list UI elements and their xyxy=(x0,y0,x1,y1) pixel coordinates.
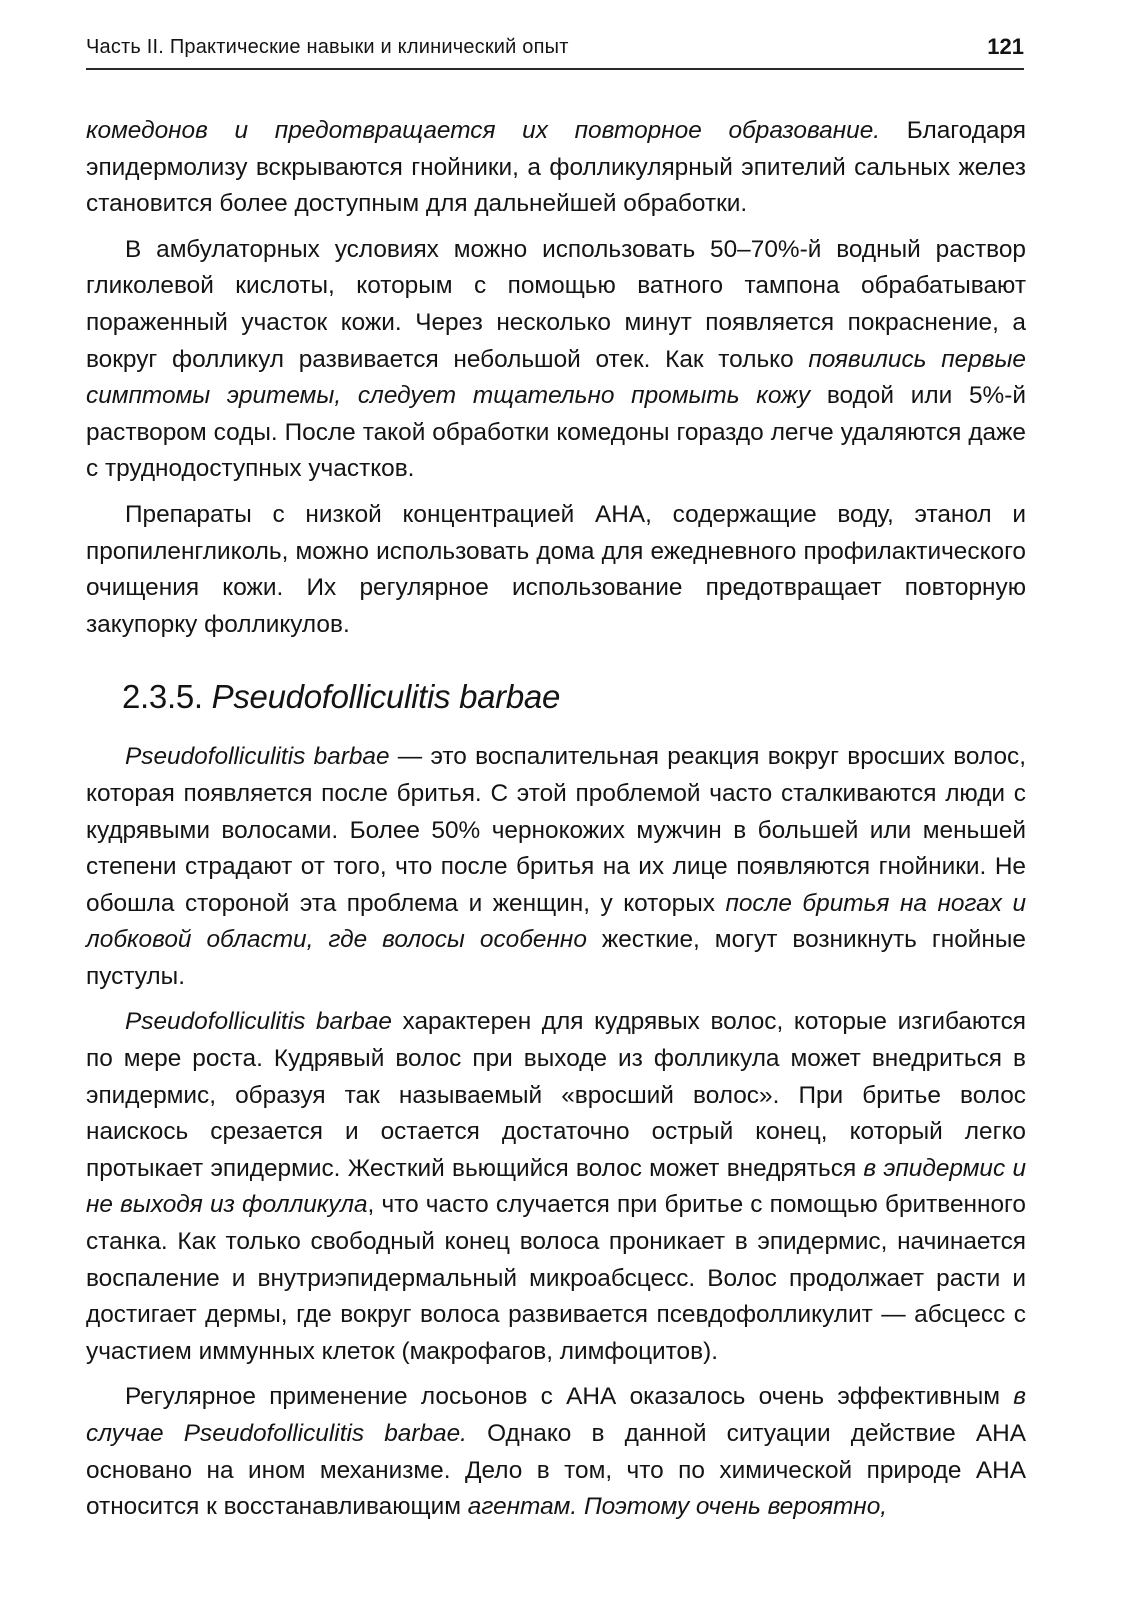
section-paragraph-3-text-a: Регулярное применение лосьонов с АНА оказалось очень эффективным xyxy=(125,1383,1014,1411)
section-paragraph-3-italic-b: в случае xyxy=(86,1383,1026,1447)
section-paragraph-3-italic-d: агентам. Поэтому очень вероятно, xyxy=(467,1493,888,1521)
section-heading xyxy=(122,677,1026,717)
page-number: 121 xyxy=(987,34,1024,59)
running-title: Часть II. Практические навыки и клинический опыт xyxy=(86,36,569,58)
paragraph-2-italic: появились первые симптомы эритемы, следует тщательно промыть кожу xyxy=(86,345,1026,410)
section-paragraph-1 xyxy=(86,739,1026,995)
latin-term: Pseudofolliculitis barbae xyxy=(125,1008,392,1036)
section-title: Pseudofolliculitis barbae xyxy=(211,678,561,716)
paragraph-2-text-c: водой или 5%-й раствором соды. После такой обработки комедоны гораздо легче удаляются даже с труднодоступных участков. xyxy=(86,382,1026,483)
section-paragraph-2-text-c: , что часто случается при бритье с помощью бритвенного станка. Как только свободный конец волоса проникает в эпидермис, начинается воспаление и внутриэпидермальный микроабсцесс. Волос продолжает расти и достигает дермы, где вокруг волоса развивается псевдофолликулит — абсцесс с участием иммунных клеток (макрофагов, лимфоцитов). xyxy=(86,1191,1026,1365)
paragraph-2 xyxy=(86,232,1026,488)
section-paragraph-1-italic: после бритья на ногах и лобковой области, где волосы особенно xyxy=(86,889,1027,954)
paragraph-3-text: Препараты с низкой концентрацией АНА, содержащие воду, этанол и пропиленгликоль, можно использовать дома для ежедневного профилактического очищения кожи. Их регулярное использование предотвращает повторную закупорку фолликулов. xyxy=(86,500,1026,638)
latin-term: Pseudofolliculitis barbae. xyxy=(183,1420,467,1447)
section-paragraph-3-text-c: Однако в данной ситуации действие АНА основано на ином механизме. Дело в том, что по химической природе АНА относится к восстанавливающим xyxy=(86,1420,1027,1521)
paragraph-2-text-a: В амбулаторных условиях можно использовать 50–70%-й водный раствор гликолевой кислоты, которым с помощью ватного тампона обрабатывают пораженный участок кожи. Через несколько минут появляется покраснение, а вокруг фолликул развивается небольшой отек. Как только xyxy=(86,235,1026,373)
section-paragraph-1-text-a: — это воспалительная реакция вокруг вросших волос, которая появляется после бритья. С этой проблемой часто сталкиваются люди с кудрявыми волосами. Более 50% чернокожих мужчин в большей или меньшей степени страдают от того, что после бритья на их лице появляются гнойники. Не обошла стороной эта проблема и женщин, у которых xyxy=(86,743,1026,917)
running-header xyxy=(86,32,1024,70)
latin-term: Pseudofolliculitis barbae xyxy=(125,743,390,771)
section-paragraph-3 xyxy=(86,1379,1026,1525)
paragraph-1 xyxy=(86,113,1026,223)
section-paragraph-1-text-c: жесткие, могут возникнуть гнойные пустулы. xyxy=(86,926,1026,990)
paragraph-3 xyxy=(86,497,1026,643)
section-paragraph-2 xyxy=(86,1004,1026,1370)
section-number: 2.3.5. xyxy=(122,678,212,716)
paragraph-1-italic: комедонов и предотвращается их повторное образование. xyxy=(86,117,881,144)
page-body xyxy=(86,113,1026,1535)
paragraph-1-text: Благодаря эпидермолизу вскрываются гнойники, а фолликулярный эпителий сальных желез становится более доступным для дальнейшей обработки. xyxy=(86,117,1026,218)
section-paragraph-2-italic: в эпидермис и не выходя из фолликула xyxy=(86,1154,1027,1219)
section-paragraph-2-text-a: характерен для кудрявых волос, которые изгибаются по мере роста. Кудрявый волос при выходе из фолликула может внедриться в эпидермис, образуя так называемый «вросший волос». При бритье волос наискось срезается и остается достаточно острый конец, который легко протыкает эпидермис. Жесткий вьющийся волос может внедряться xyxy=(86,1008,1026,1182)
